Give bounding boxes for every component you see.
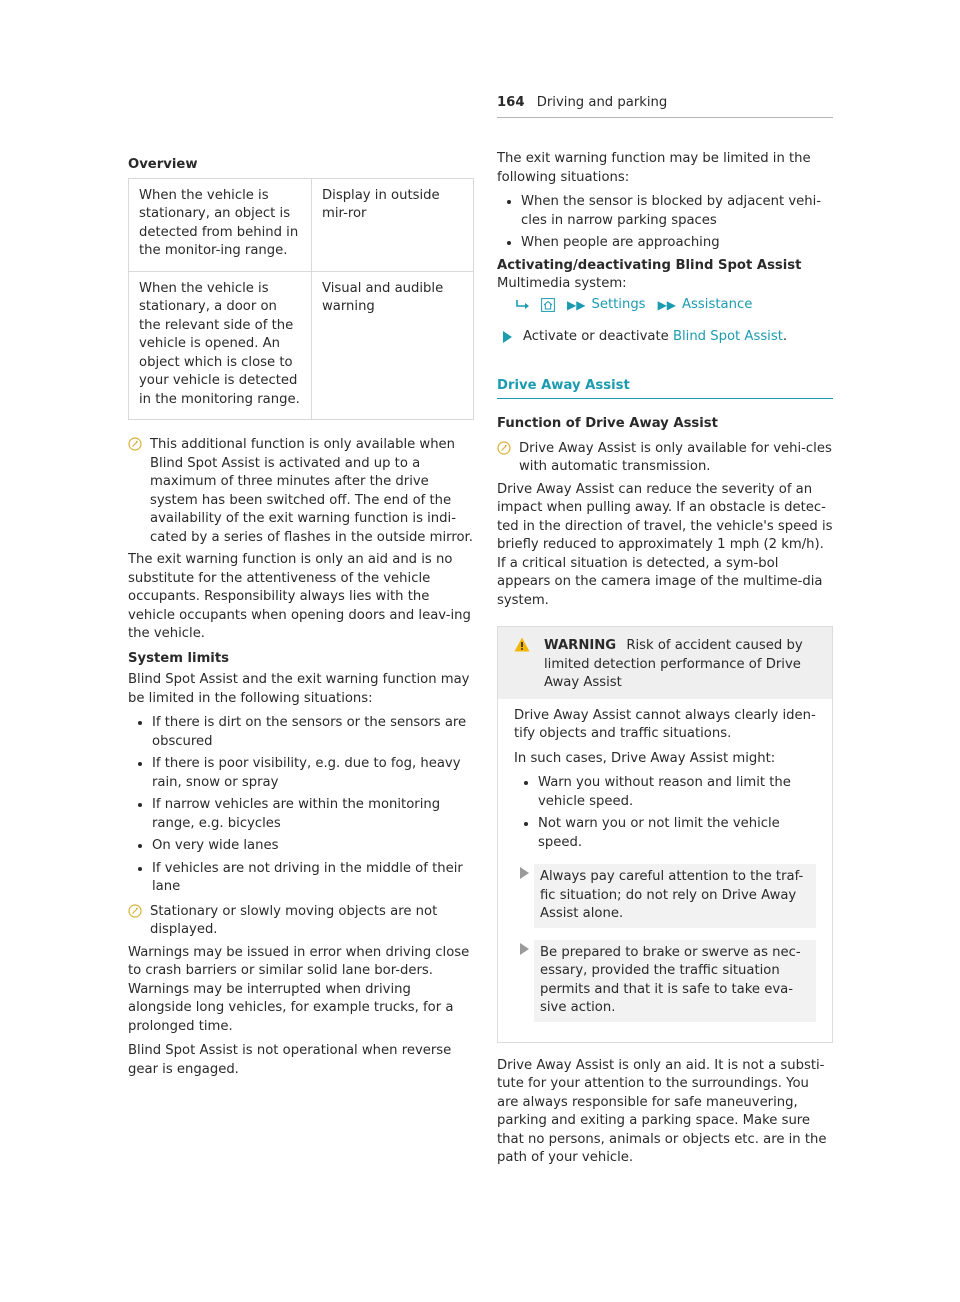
- header-divider: [497, 117, 833, 118]
- activate-heading: Activating/deactivating Blind Spot Assist: [497, 257, 802, 273]
- warning-header: [498, 627, 832, 699]
- chapter-title: Driving and parking: [536, 95, 668, 110]
- table-cell-response: Visual and audible warning: [312, 271, 474, 420]
- paragraph: Blind Spot Assist is not operational when reverse gear is engaged.: [128, 1043, 452, 1077]
- warning-label: WARNING: [544, 638, 617, 653]
- paragraph: Drive Away Assist can reduce the severity of an impact when pulling away. If an obstacle is detec-ted in the direction of travel, the vehicle's speed is briefly reduced to approximately 1 mph (2 km/h). If a critical situation is detected, a sym-bol appears on the camera image of the multime-dia system.: [497, 481, 833, 608]
- chevron-right-icon: ▶▶: [657, 297, 677, 312]
- warning-step: [514, 940, 816, 1022]
- paragraph: The exit warning function is only an aid and is no substitute for the attentiveness of the vehicle occupants. Responsibility always lies with the vehicle occupants when opening doors and leav-ing the vehicle.: [128, 552, 471, 641]
- menu-assistance[interactable]: Assistance: [682, 296, 753, 312]
- note-text: This additional function is only available when Blind Spot Assist is activated and up to a maximum of three minutes after the drive system has been switched off. The end of the availability of the exit warning function is indi-cated by a series of flashes in the outside mirror.: [150, 437, 473, 545]
- step-activate: Activate or deactivate Blind Spot Assist.: [497, 328, 833, 347]
- menu-settings[interactable]: Settings: [591, 296, 646, 312]
- warning-step: [514, 864, 816, 928]
- menu-path: [497, 296, 833, 315]
- step-arrow-icon: [520, 867, 529, 879]
- list-item: Not warn you or not limit the vehicle speed.: [514, 815, 816, 852]
- step-text: Be prepared to brake or swerve as nec-essary, provided the traffic situation permits and that it is safe to take eva-sive action.: [534, 940, 816, 1022]
- right-column: [497, 150, 833, 1174]
- step-text: Activate or deactivate: [523, 329, 669, 344]
- overview-heading: Overview: [128, 157, 198, 172]
- paragraph: Drive Away Assist is only an aid. It is not a substi-tute for your attention to the surroundings. You are always responsible for safe maneuvering, parking and exiting a parking space. Make sure that no persons, animals or objects etc. are in the path of your vehicle.: [497, 1057, 827, 1165]
- warning-body: [498, 699, 832, 1042]
- info-note-icon: [128, 904, 142, 918]
- note-text: Drive Away Assist is only available for vehi-cles with automatic transmission.: [519, 440, 832, 474]
- list-item: If narrow vehicles are within the monitoring range, e.g. bicycles: [128, 796, 476, 833]
- section-title: Drive Away Assist: [497, 377, 833, 400]
- blind-spot-assist-link[interactable]: Blind Spot Assist: [672, 329, 783, 344]
- list-item: If there is dirt on the sensors or the sensors are obscured: [128, 714, 476, 751]
- page-number: 164: [497, 95, 525, 110]
- function-heading: Function of Drive Away Assist: [497, 416, 718, 431]
- chevron-right-icon: ▶▶: [567, 297, 586, 312]
- paragraph: Warnings may be issued in error when driving close to crash barriers or similar solid lane bor-ders. Warnings may be interrupted when driving alongside long vehicles, for example trucks, for a prolonged time.: [128, 944, 470, 1034]
- warning-list: [514, 774, 816, 852]
- list-item: When people are approaching: [497, 234, 833, 253]
- info-note-icon: [497, 441, 511, 455]
- system-limits-heading: System limits: [128, 650, 229, 666]
- table-cell-condition: When the vehicle is stationary, an object is detected from behind in the monitor-ing range.: [129, 178, 312, 271]
- table-row: [129, 178, 474, 271]
- return-arrow-icon: [515, 299, 531, 311]
- info-note-icon: [128, 437, 142, 451]
- warning-title: Risk of accident caused by limited detection performance of Drive Away Assist: [544, 638, 803, 690]
- note-stationary: [128, 903, 476, 940]
- paragraph: The exit warning function may be limited in the following situations:: [497, 151, 811, 185]
- step-arrow-icon: [520, 943, 529, 955]
- list-item: On very wide lanes: [128, 837, 476, 856]
- warning-box: [497, 626, 833, 1043]
- multimedia-label: Multimedia system:: [497, 276, 627, 291]
- page-header: [497, 94, 833, 113]
- step-text: Always pay careful attention to the traf-fic situation; do not rely on Drive Away Assist alone.: [534, 864, 816, 928]
- table-cell-condition: When the vehicle is stationary, a door on the relevant side of the vehicle is opened. An object which is close to your vehicle is detected in the monitoring range.: [129, 271, 312, 420]
- left-column: [128, 150, 476, 1085]
- paragraph: Blind Spot Assist and the exit warning function may be limited in the following situations:: [128, 672, 470, 706]
- overview-table: [128, 178, 474, 421]
- note-availability: [128, 436, 476, 547]
- table-cell-response: Display in outside mir-ror: [312, 178, 474, 271]
- warning-triangle-icon: [514, 637, 530, 652]
- home-icon[interactable]: [541, 298, 555, 312]
- step-arrow-icon: [503, 331, 512, 343]
- list-item: If vehicles are not driving in the middle of their lane: [128, 860, 476, 897]
- table-row: [129, 271, 474, 420]
- paragraph: Drive Away Assist cannot always clearly iden-tify objects and traffic situations.: [514, 707, 816, 741]
- list-item: If there is poor visibility, e.g. due to fog, heavy rain, snow or spray: [128, 755, 476, 792]
- list-item: Warn you without reason and limit the vehicle speed.: [514, 774, 816, 811]
- note-text: Stationary or slowly moving objects are not displayed.: [150, 903, 438, 937]
- limits-list: [128, 714, 476, 897]
- exit-limits-list: [497, 193, 833, 253]
- note-transmission: [497, 440, 833, 477]
- paragraph: In such cases, Drive Away Assist might:: [514, 750, 776, 766]
- list-item: When the sensor is blocked by adjacent vehi-cles in narrow parking spaces: [497, 193, 833, 230]
